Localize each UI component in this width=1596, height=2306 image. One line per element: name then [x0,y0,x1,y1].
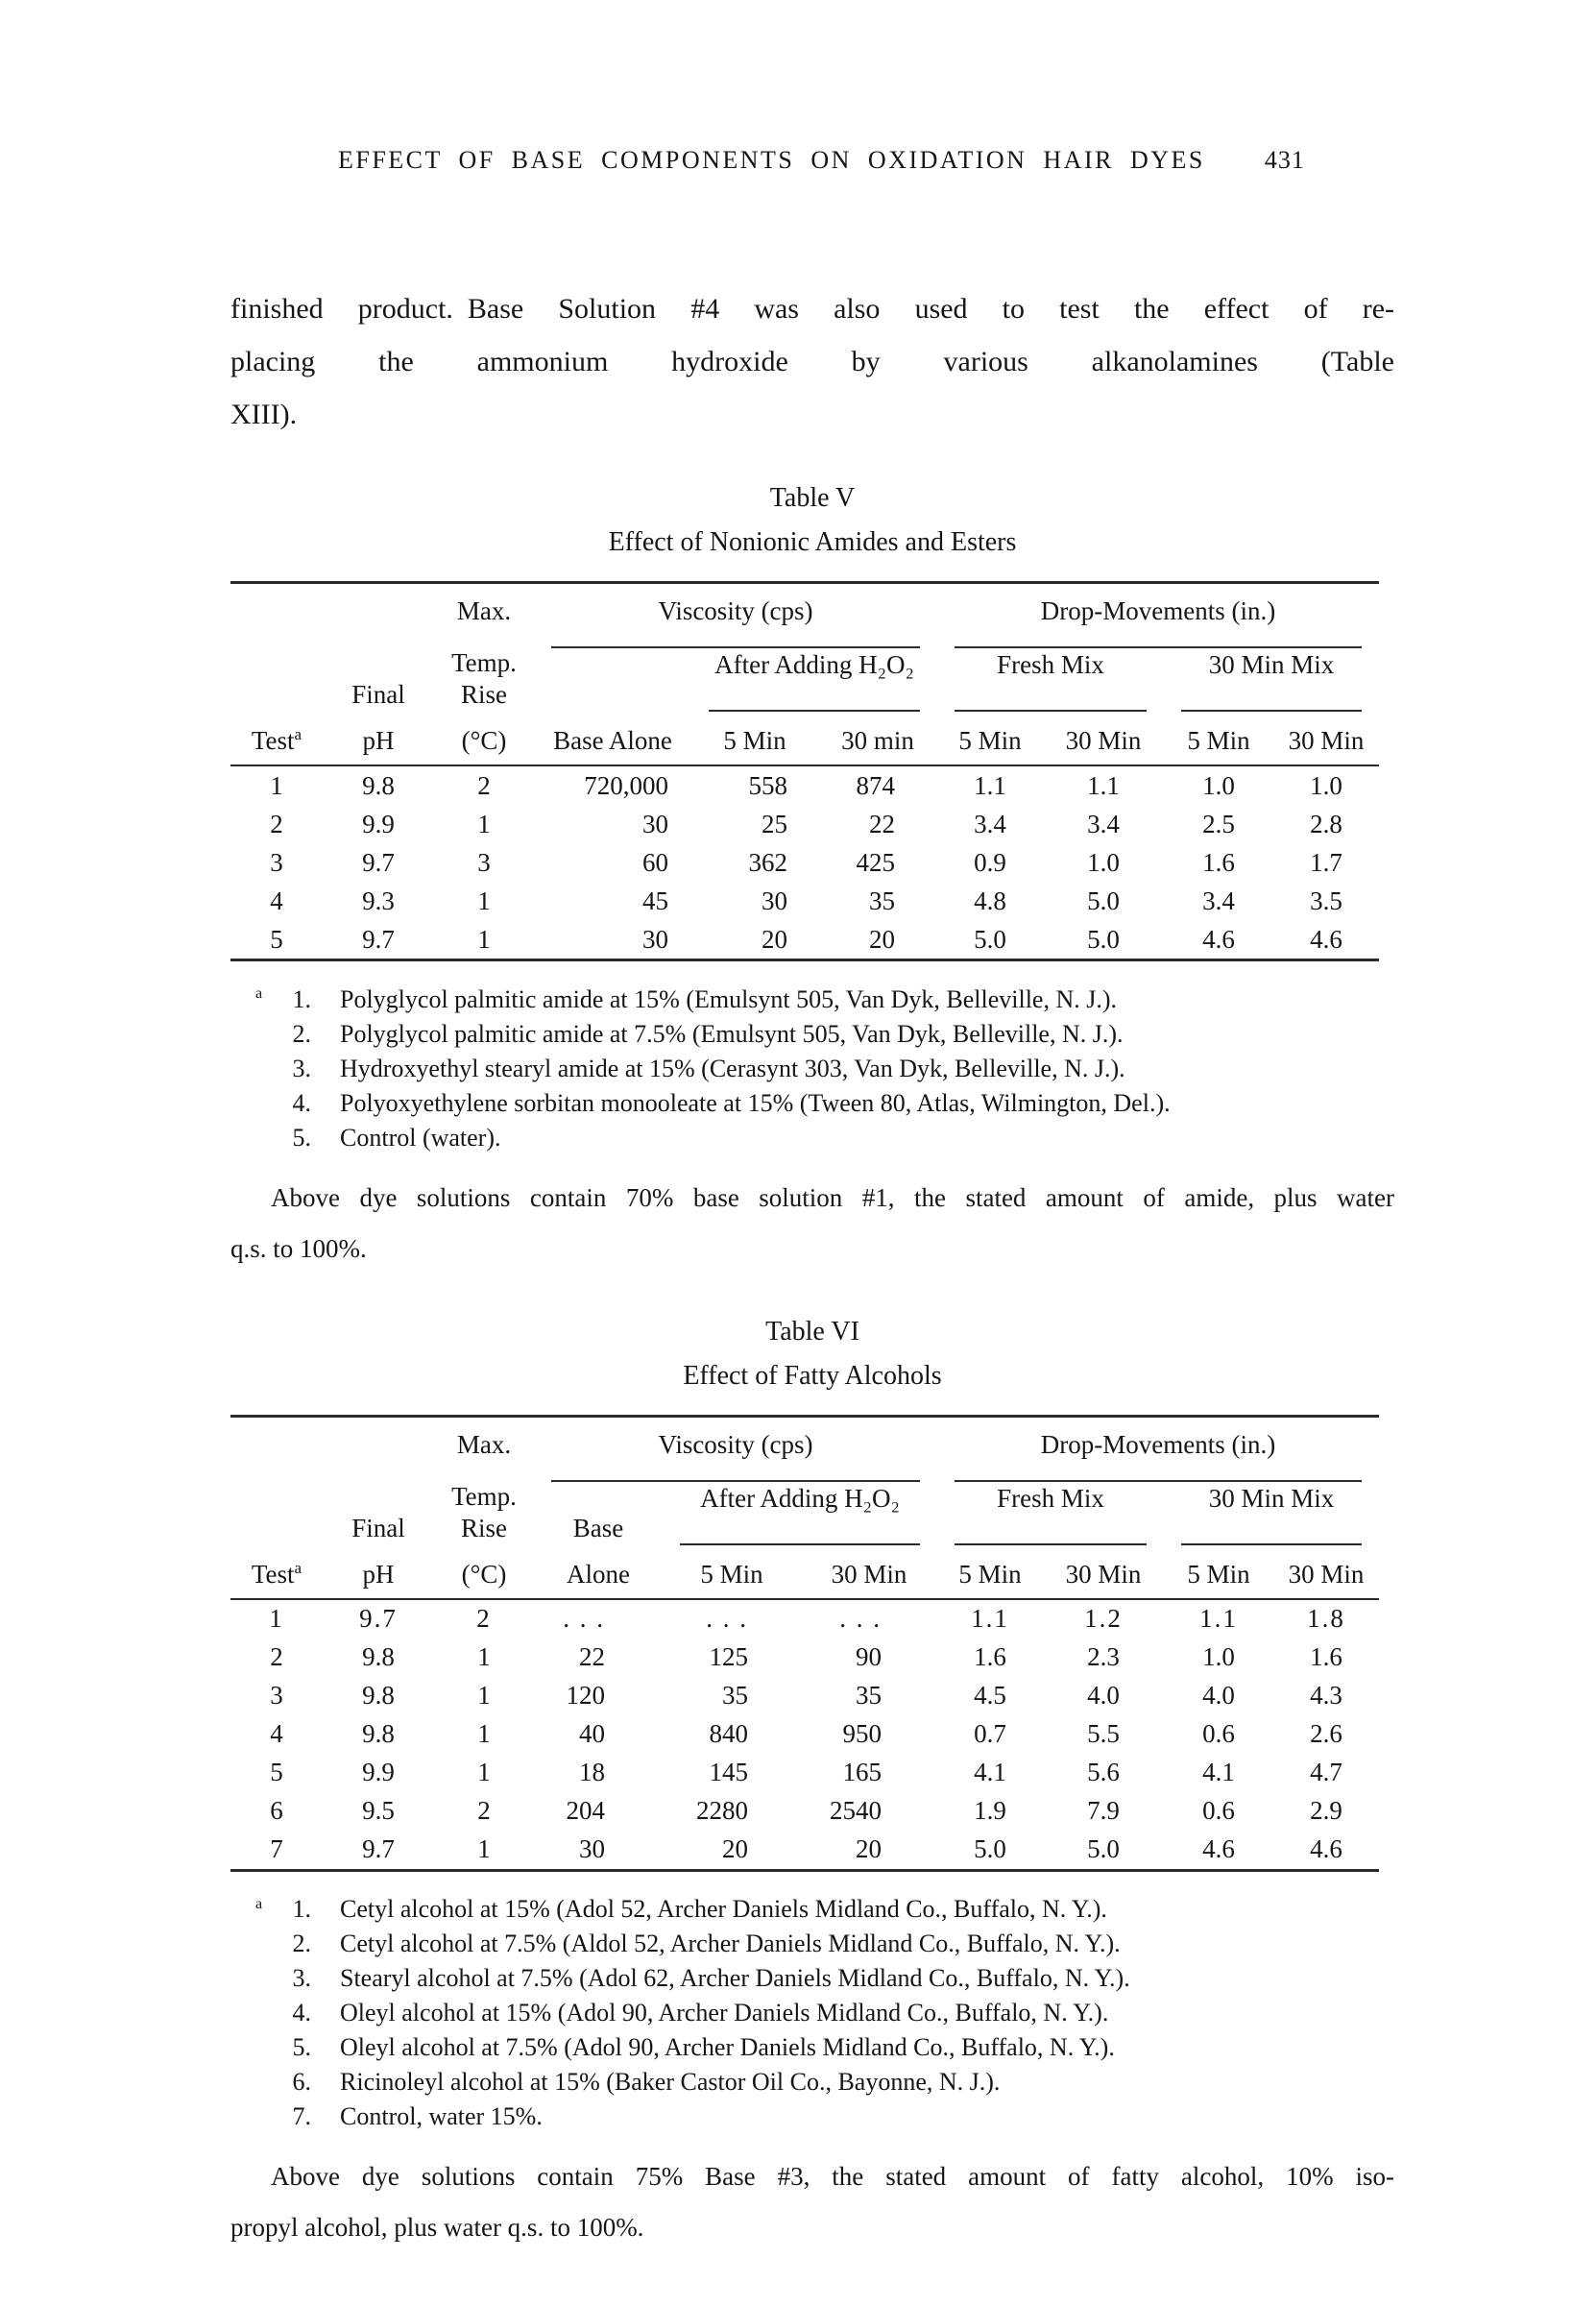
intro-paragraph [230,282,1394,441]
col-header-viscosity: Viscosity (cps) [534,1416,937,1482]
footnote-number: 3. [292,1054,311,1082]
table-cell: 1 [269,1604,284,1634]
table-v-footnotes [230,977,1394,1155]
header-row [230,1416,1379,1482]
table-vi-note [230,2151,1394,2253]
table-v-note [230,1173,1394,1274]
col-header-test-label: Test [251,726,295,755]
table-cell: 840 [709,1719,748,1749]
table-row [230,920,1379,960]
col-header-ph: pH [323,1545,434,1599]
footnote-number: 4. [292,1999,311,2027]
table-cell: 3 [270,847,283,877]
table-vi-body [230,1599,1379,1871]
col-header-drop-movements: Drop-Movements (in.) [937,583,1379,649]
table-row [230,805,1379,843]
table-cell: 30 [642,809,668,838]
col-header-ph: pH [323,712,434,765]
table-cell: 0.9 [974,847,1006,877]
running-head [338,146,1394,175]
table-cell: 2 [270,1642,283,1672]
footnote-number: 6. [292,2068,311,2097]
table-cell: 4.1 [1202,1758,1235,1787]
table-cell: 1.8 [1307,1604,1345,1634]
table-cell: 2.8 [1310,809,1342,838]
col-header-temp: Temp. [451,648,517,677]
table-cell: 5 [270,1758,283,1787]
footnote [255,2100,1394,2134]
col-header-30min-viscosity: 30 min [818,712,937,765]
table-v [230,581,1379,961]
table-cell: 2540 [830,1796,882,1826]
table-cell: 9.9 [362,1758,395,1787]
col-header-5min-mix: 5 Min [1164,712,1273,765]
table-cell: . . . [563,1604,605,1634]
table-cell: 4.8 [974,886,1006,915]
note-line: Above dye solutions contain 70% base solution #1, the stated amount of amide, plus water [271,1182,1394,1212]
table-cell: 120 [566,1681,605,1711]
table-cell: 20 [722,1834,748,1864]
table-cell: 9.8 [362,770,395,800]
table-row [230,1677,1379,1715]
table-v-section [230,483,1394,1274]
col-header-fresh-mix: Fresh Mix [937,1482,1164,1545]
col-header-after-adding-h2o2: After Adding H₂O₂ [663,1482,937,1545]
table-cell: 35 [869,886,895,915]
footnote-text: Oleyl alcohol at 7.5% (Adol 90, Archer Daniels Midland Co., Buffalo, N. Y.). [340,2033,1115,2062]
table-cell: 1.1 [1087,770,1120,800]
col-header-test-label: Test [251,1559,295,1589]
col-header-5min-mix: 5 Min [1164,1545,1273,1599]
table-cell: 4.6 [1202,924,1235,954]
col-header-base-top [534,680,691,712]
footnote-marker: a [255,985,263,1002]
table-cell: 4.5 [974,1681,1006,1711]
table-vi-title: Table VI [765,1316,859,1347]
table-cell: 3.5 [1310,886,1342,915]
table-vi-header [230,1416,1379,1599]
footnote-text: Polyglycol palmitic amide at 15% (Emulsynt 505, Van Dyk, Belleville, N. J.). [340,984,1118,1013]
footnote [255,2065,1394,2100]
table-cell: 9.8 [362,1719,395,1749]
page-number: 431 [1264,146,1305,174]
page-content [230,0,1394,2253]
table-cell: 5.0 [1087,924,1120,954]
footnote [255,1927,1394,1961]
header-row [230,1545,1379,1599]
header-row [230,1482,1379,1514]
table-cell: 1.1 [974,770,1006,800]
table-cell: 20 [762,924,787,954]
note-line: propyl alcohol, plus water q.s. to 100%. [230,2213,644,2243]
table-cell: 30 [642,924,668,954]
paragraph-line: XIII). [230,399,298,430]
table-cell: 3 [270,1681,283,1711]
footnote [255,1961,1394,1996]
table-cell: 6 [270,1796,283,1826]
col-header-30-min-mix: 30 Min Mix [1164,1482,1379,1545]
table-cell: 2280 [696,1796,748,1826]
table-cell: 4.0 [1202,1681,1235,1711]
table-cell: 425 [856,847,895,877]
table-cell: 1 [477,1758,491,1787]
footnote-number: 1. [292,984,311,1013]
footnote [255,1121,1394,1155]
table-cell: 1 [477,924,491,954]
table-cell: 1.6 [1310,1642,1342,1672]
col-header-max: Max. [456,596,512,625]
table-cell: 4 [270,886,283,915]
footnote-text: Oleyl alcohol at 15% (Adol 90, Archer Daniels Midland Co., Buffalo, N. Y.). [340,1999,1109,2027]
table-cell: 4.6 [1310,1834,1342,1864]
table-v-subtitle: Effect of Nonionic Amides and Esters [608,527,1017,557]
table-v-header [230,583,1379,766]
table-cell: 1.7 [1310,847,1342,877]
footnote-text: Control (water). [340,1123,501,1152]
footnote-text: Control, water 15%. [340,2102,543,2131]
table-cell: 0.6 [1202,1796,1235,1826]
table-cell: 4.3 [1310,1681,1342,1711]
col-header-fresh-mix: Fresh Mix [937,648,1164,712]
table-row [230,843,1379,882]
table-cell: 9.8 [362,1681,395,1711]
footnote-text: Ricinoleyl alcohol at 15% (Baker Castor Oil Co., Bayonne, N. J.). [340,2068,1001,2097]
table-cell: . . . [839,1604,882,1634]
col-header-30min-fresh: 30 Min [1043,712,1164,765]
table-cell: 22 [869,809,895,838]
table-cell: 5.0 [1087,1834,1120,1864]
table-cell: 558 [748,770,787,800]
table-cell: 2.3 [1087,1642,1120,1672]
note-line: Above dye solutions contain 75% Base #3, the stated amount of fatty alcohol, 10% iso- [271,2162,1394,2192]
table-cell: 362 [748,847,787,877]
table-cell: 20 [869,924,895,954]
footnote-text: Stearyl alcohol at 7.5% (Adol 62, Archer Daniels Midland Co., Buffalo, N. Y.). [340,1964,1130,1993]
table-cell: 1.9 [974,1796,1006,1826]
table-cell: 720,000 [584,770,668,800]
col-header-5min-viscosity: 5 Min [663,1545,801,1599]
table-cell: 1 [477,1642,491,1672]
table-cell: 5 [270,924,283,954]
table-cell: 2.5 [1202,809,1235,838]
table-cell: 1.0 [1310,770,1342,800]
table-cell: 90 [856,1642,882,1672]
table-cell: 1 [477,809,491,838]
header-row [230,712,1379,765]
note-line: q.s. to 100%. [230,1233,367,1263]
col-header-alone: Alone [534,1545,663,1599]
table-row [230,1599,1379,1638]
table-cell: 1.0 [1202,770,1235,800]
col-header-final: Final [351,1513,405,1542]
footnote-number: 5. [292,2033,311,2062]
table-v-body [230,765,1379,960]
col-header-drop-movements: Drop-Movements (in.) [937,1416,1379,1482]
table-cell: 2 [270,809,283,838]
table-cell: 25 [762,809,787,838]
table-vi-subtitle: Effect of Fatty Alcohols [683,1360,942,1391]
table-cell: 5.6 [1087,1758,1120,1787]
table-cell: 7.9 [1087,1796,1120,1826]
table-cell: 22 [579,1642,605,1672]
col-header-degc: (°C) [434,1545,534,1599]
footnote-number: 2. [292,1019,311,1048]
table-cell: 125 [709,1642,748,1672]
table-cell: 4.7 [1310,1758,1342,1787]
table-cell: 4 [270,1719,283,1749]
footnote-text: Cetyl alcohol at 7.5% (Aldol 52, Archer Daniels Midland Co., Buffalo, N. Y.). [340,1930,1121,1958]
paragraph-line: placing the ammonium hydroxide by various alkanolamines (Table [230,346,1394,377]
table-row [230,1754,1379,1792]
table-cell: 1.6 [1202,847,1235,877]
footnote-text: Hydroxyethyl stearyl amide at 15% (Cerasynt 303, Van Dyk, Belleville, N. J.). [340,1054,1125,1082]
test-superscript: a [294,725,302,743]
table-cell: 874 [856,770,895,800]
table-row [230,1792,1379,1831]
table-cell: 145 [709,1758,748,1787]
table-cell: 45 [642,886,668,915]
table-cell: 20 [856,1834,882,1864]
col-header-rise: Rise [460,1513,507,1542]
col-header-30min-mix: 30 Min [1273,712,1379,765]
table-cell: 1.0 [1202,1642,1235,1672]
footnote-text: Cetyl alcohol at 15% (Adol 52, Archer Daniels Midland Co., Buffalo, N. Y.). [340,1895,1107,1924]
table-cell: 2 [477,1796,491,1826]
table-cell: 2 [477,770,491,800]
table-cell: 3.4 [1202,886,1235,915]
footnote-number: 1. [292,1895,311,1924]
table-cell: 4.0 [1087,1681,1120,1711]
table-cell: 4.6 [1202,1834,1235,1864]
table-cell: 1.2 [1084,1604,1123,1634]
table-cell: 1 [477,1719,491,1749]
table-cell: 5.0 [974,1834,1006,1864]
table-row [230,1638,1379,1677]
table-cell: 18 [579,1758,605,1787]
table-cell: 3.4 [1087,809,1120,838]
table-cell: 5.0 [1087,886,1120,915]
table-cell: 1.1 [971,1604,1009,1634]
table-row [230,1831,1379,1871]
footnote [255,1086,1394,1121]
table-cell: 9.7 [362,1834,395,1864]
col-header-rise: Rise [460,680,507,709]
table-cell: 30 [579,1834,605,1864]
col-header-test [230,1545,323,1599]
footnote [255,2030,1394,2065]
table-cell: 2.6 [1310,1719,1342,1749]
col-header-30min-mix: 30 Min [1273,1545,1379,1599]
table-cell: 2 [476,1604,492,1634]
col-header-base-alone: Base Alone [534,712,691,765]
table-cell: 0.7 [974,1719,1006,1749]
table-row [230,882,1379,920]
table-cell: 9.8 [362,1642,395,1672]
col-header-test [230,712,323,765]
table-cell: 30 [762,886,787,915]
footnote-number: 5. [292,1123,311,1152]
footnote-marker: a [255,1895,263,1912]
table-cell: 4.6 [1310,924,1342,954]
footnote [255,1052,1394,1086]
table-cell: 0.6 [1202,1719,1235,1749]
table-cell: 9.7 [362,924,395,954]
table-cell: 1.1 [1199,1604,1238,1634]
footnote-text: Polyglycol palmitic amide at 7.5% (Emulsynt 505, Van Dyk, Belleville, N. J.). [340,1019,1124,1048]
footnote-number: 3. [292,1964,311,1993]
table-vi [230,1415,1379,1872]
table-cell: 204 [566,1796,605,1826]
running-head-title: EFFECT OF BASE COMPONENTS ON OXIDATION HAIR DYES [338,146,1205,174]
footnote [255,977,1394,1017]
col-header-max: Max. [456,1429,512,1459]
footnote-text: Polyoxyethylene sorbitan monooleate at 15% (Tween 80, Atlas, Wilmington, Del.). [340,1088,1171,1117]
table-cell: 1.6 [974,1642,1006,1672]
table-cell: 4.1 [974,1758,1006,1787]
table-cell: 3.4 [974,809,1006,838]
footnote [255,1017,1394,1052]
table-cell: 9.7 [359,1604,398,1634]
col-header-temp: Temp. [451,1481,517,1511]
col-header-30-min-mix: 30 Min Mix [1164,648,1379,712]
col-header-degc: (°C) [434,712,534,765]
footnote [255,1996,1394,2030]
table-cell: 1 [477,1681,491,1711]
table-cell: 3 [477,847,491,877]
footnote-number: 2. [292,1930,311,1958]
table-cell: 950 [842,1719,882,1749]
table-cell: 35 [722,1681,748,1711]
table-cell: 5.5 [1087,1719,1120,1749]
table-cell: 1 [477,1834,491,1864]
test-superscript: a [294,1558,302,1577]
table-cell: 60 [642,847,668,877]
table-cell: . . . [706,1604,748,1634]
header-row [230,583,1379,649]
table-row [230,1715,1379,1754]
table-row [230,765,1379,805]
col-header-5min-fresh: 5 Min [937,712,1043,765]
col-header-final: Final [351,680,405,709]
table-vi-section [230,1317,1394,2254]
table-cell: 35 [856,1681,882,1711]
header-row [230,648,1379,680]
paragraph-line: finished product. Base Solution #4 was also used to test the effect of re- [230,293,1394,325]
table-cell: 9.9 [362,809,395,838]
col-header-5min-fresh: 5 Min [937,1545,1043,1599]
col-header-viscosity: Viscosity (cps) [534,583,937,649]
table-cell: 2.9 [1310,1796,1342,1826]
table-cell: 9.3 [362,886,395,915]
table-cell: 5.0 [974,924,1006,954]
col-header-30min-fresh: 30 Min [1043,1545,1164,1599]
table-cell: 40 [579,1719,605,1749]
col-header-5min-viscosity: 5 Min [691,712,818,765]
footnote-number: 7. [292,2102,311,2131]
table-vi-footnotes [230,1887,1394,2135]
col-header-after-adding-h2o2: After Adding H₂O₂ [691,648,937,712]
col-header-base-top: Base [572,1513,624,1542]
table-cell: 9.5 [362,1796,395,1826]
footnote-number: 4. [292,1088,311,1117]
col-header-30min-viscosity: 30 Min [801,1545,937,1599]
table-cell: 1.0 [1087,847,1120,877]
table-v-title: Table V [769,483,856,513]
table-cell: 9.7 [362,847,395,877]
table-cell: 1 [477,886,491,915]
table-cell: 165 [842,1758,882,1787]
footnote [255,1887,1394,1928]
table-cell: 7 [270,1834,283,1864]
table-cell: 1 [270,770,283,800]
